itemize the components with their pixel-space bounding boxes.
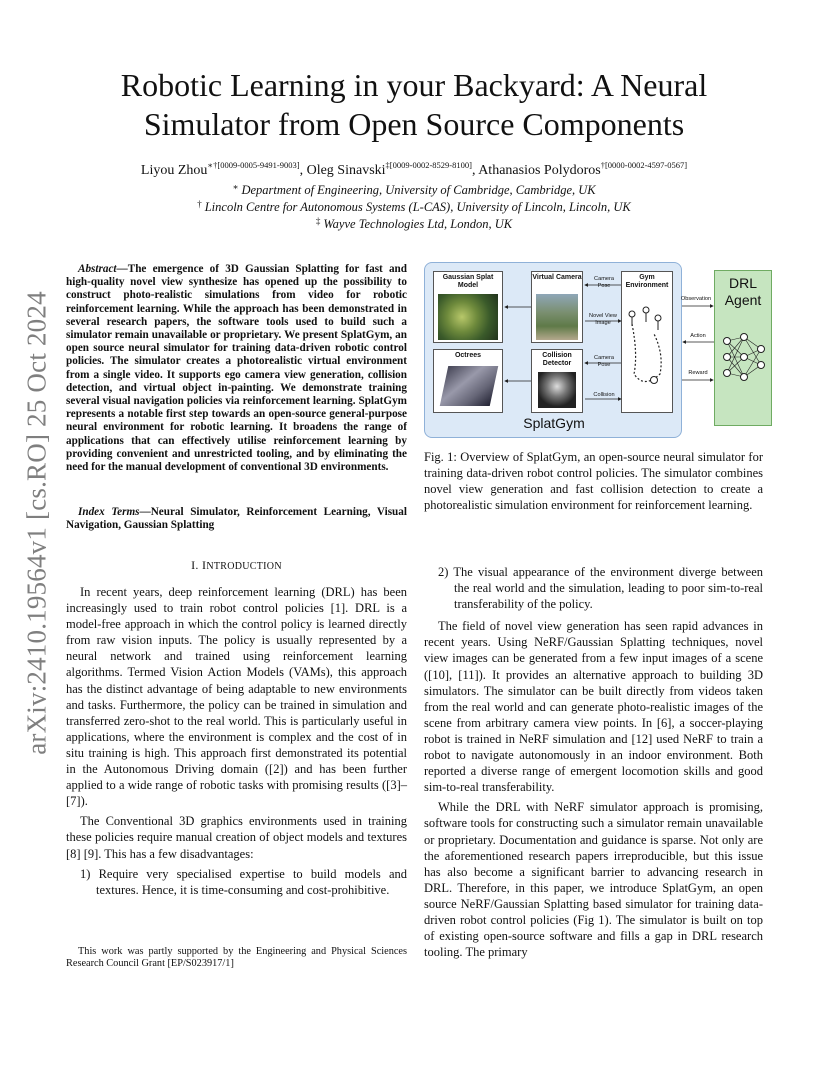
title-line-2: Simulator from Open Source Components — [143, 106, 685, 142]
footnote: This work was partly supported by the Engineering and Physical Sciences Research Council Grant [EP/S023917/1] — [66, 946, 407, 970]
observation-label: Observation — [680, 296, 712, 302]
left-column-body — [66, 584, 407, 898]
splatgym-title: SplatGym — [523, 415, 585, 431]
virtual-camera-label: Virtual Camera — [532, 274, 582, 281]
section-first-letter: I — [202, 558, 207, 572]
octrees-label: Octrees — [454, 352, 482, 359]
novel-view-label: Novel View Image — [589, 313, 617, 326]
list-item: 2) The visual appearance of the environment diverge between the real world and the simulation, leading to poor sim-to-real transferability of the policy. — [438, 565, 763, 612]
section-heading — [66, 558, 407, 573]
affiliation — [60, 182, 768, 198]
gaussian-splat-label: Gaussian Splat Model — [442, 274, 494, 289]
abstract-label: Abstract — [78, 263, 117, 275]
affil-text: Wayve Technologies Ltd, London, UK — [323, 217, 513, 231]
collision-label: Collision — [593, 392, 615, 398]
paragraph: While the DRL with NeRF simulator approach is promising, software tools for constructing such a simulator remain unavailable or proprietary. Documentation and guidance is sparse. Not only are the aforementioned research papers irreproducible, but this issue has also become a significant barrier to advancing research in DRL. Therefore, in this paper, we introduce SplatGym, an open source NeRF/Gaussian Splatting based simulator for training data-driven robot control policies (Fig 1). The simulator is built on top of existing open-source software and fills a gap in DRL research tooling. The primary — [424, 800, 763, 960]
right-column-body — [424, 564, 763, 960]
collision-detector-label: Collision Detector — [542, 352, 572, 367]
reward-label: Reward — [688, 370, 708, 376]
arxiv-id: arXiv:2410.19564v1 [cs.RO] 25 Oct 2024 — [21, 291, 52, 755]
index-terms-text: —Neural Simulator, Reinforcement Learning, Visual Navigation, Gaussian Splatting — [66, 506, 407, 532]
splatgym-panel — [424, 262, 682, 438]
affil-mark: ‡ — [315, 216, 321, 226]
figure-caption: Fig. 1: Overview of SplatGym, an open-source neural simulator for training data-driven robot control policies. The simulator combines novel view generation and fast collision detection to create a photorealistic simulation environment for reinforcement learning. — [424, 450, 763, 513]
drl-label: DRL — [728, 275, 757, 291]
figure-arrows — [425, 263, 683, 439]
list-item: 1) Require very specialised expertise to build models and textures. Hence, it is time-consuming and cost-prohibitive. — [80, 866, 407, 897]
author-affil: ‡[0009-0002-8529-8100] — [385, 160, 472, 170]
agent-arrows — [682, 262, 716, 438]
abstract-text: —The emergence of 3D Gaussian Splatting for fast and high-quality novel view synthesize has opened up the possibility to construct photo-realistic simulations from video for robotic reinforcement learning. While the approach has been demonstrated in several research papers, the software tools used to build such a simulator remain unavailable or proprietary. We present SplatGym, an open source neural simulator for training data-driven robotic control policies. The simulator creates a photorealistic virtual environment from a single video. It supports ego camera view generation, collision detection, and virtual object in-painting. We demonstrate training several visual navigation policies via reinforcement learning. SplatGym represents a notable first step towards an open-source general-purpose neural environment for robotic learning. It broadens the range of applications that can effectively utilise reinforcement learning by providing convenient and unrestricted tooling, and by eliminating the need for the manual development of conventional 3D environments. — [66, 263, 407, 474]
camera-pose-label: Camera Pose — [594, 276, 614, 289]
section-rest: NTRODUCTION — [206, 561, 282, 572]
drl-agent-label — [715, 275, 771, 309]
abstract — [66, 263, 407, 474]
figure-1 — [424, 262, 776, 440]
paragraph: The Conventional 3D graphics environments used in training these policies require manual creation of object models and textures [8] [9]. This has a few disadvantages: — [66, 814, 407, 861]
author-list: Liyou Zhou$^{∗\dagger[0009-0005-9491-9003]}$, Oleg Sinavski$^{\ddagger[0009-0002-8529-8100]}$, Athanasios Polydoros$^{\dagger[0000-0002-4597-0567]}$ — [140, 160, 688, 178]
author-name: Oleg Sinavski — [306, 163, 386, 178]
author-name: Liyou Zhou — [140, 163, 208, 178]
author-name: Athanasios Polydoros — [478, 163, 601, 178]
arxiv-stamp — [14, 288, 60, 758]
paragraph: In recent years, deep reinforcement learning (DRL) has been increasingly used to train robot control policies [1]. DRL is a model-free approach in which the control policy is learned directly from raw vision inputs. The policy is usually represented by a neural network and trained using reinforcement learning algorithms. Termed Vision Action Models (VAMs), this approach has the distinct advantage of being adaptable to new environments and tasks. Furthermore, the policy can be trained in simulation and transferred zero-shot to the real world. This is particularly useful in applications, where the environment is complex and the cost of in situ training is high. This approach first demonstrated its potential in the Autonomous Driving domain ([2]) and has been further applied to a wide range of robotic tasks with promising results ([3]–[7]). — [66, 585, 407, 809]
author-affil: ∗†[0009-0005-9491-9003] — [207, 160, 300, 170]
affil-mark: † — [197, 199, 202, 209]
title-line-1: Robotic Learning in your Backyard: A Neural — [120, 67, 708, 103]
section-number: I. — [191, 558, 203, 572]
paragraph: The field of novel view generation has seen rapid advances in recent years. Using NeRF/Gaussian Splatting techniques, novel view images can be generated from a few input images of a scene ([10], [11]). It provides an alternative approach to building 3D simulators. The simulator can be built directly from videos taken from the real world and can generate photo-realistic images of the scene from arbitrary camera view points. In [6], a soccer-playing robot is trained in NeRF simulation and [12] used NeRF to train a robot to navigate autonomously in an indoor environment. Both reported a diverse range of emergent locomotion skills and good sim-to-real transferability. — [424, 619, 763, 795]
author-affil: †[0000-0002-4597-0567] — [600, 160, 688, 170]
affil-mark: ∗ — [232, 182, 239, 192]
affiliation — [60, 216, 768, 232]
affil-text: Department of Engineering, University of Cambridge, Cambridge, UK — [241, 183, 596, 197]
action-label: Action — [690, 333, 706, 339]
neural-network-icon — [721, 331, 767, 383]
affil-text: Lincoln Centre for Autonomous Systems (L-CAS), University of Lincoln, Lincoln, UK — [204, 200, 631, 214]
drl-agent-box — [714, 270, 772, 426]
paper-title — [90, 66, 738, 144]
camera-pose-label: Camera Pose — [594, 355, 614, 368]
affiliation — [60, 199, 768, 215]
index-terms-label: Index Terms — [78, 506, 140, 518]
gym-environment-label: Gym Environment — [625, 274, 669, 289]
agent-label: Agent — [724, 292, 762, 308]
index-terms — [66, 506, 407, 532]
